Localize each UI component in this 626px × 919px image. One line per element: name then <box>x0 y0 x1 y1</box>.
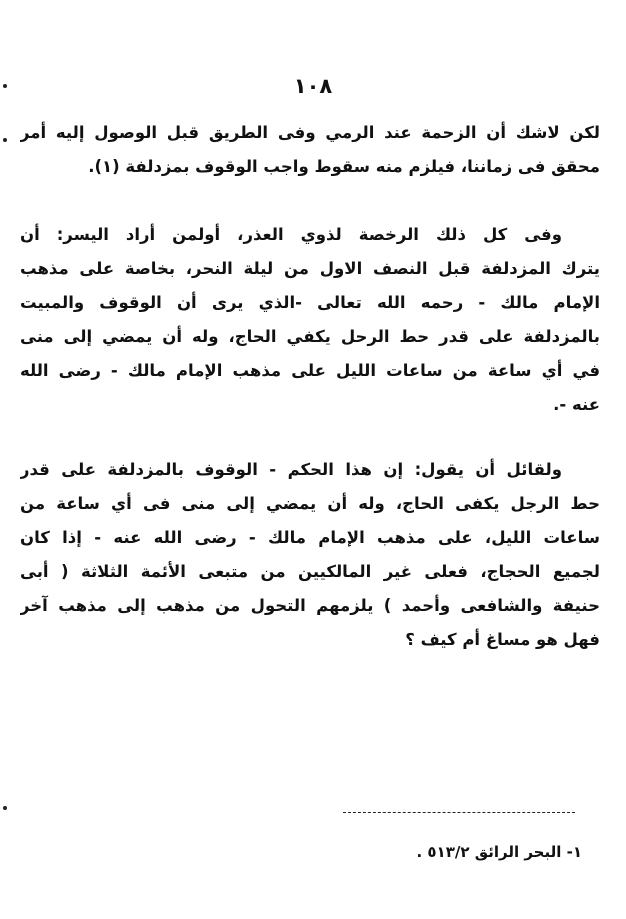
text-line: وفى كل ذلك الرخصة لذوي العذر، أولمن أراد اليسر: أن <box>20 225 562 244</box>
margin-mark <box>3 138 7 142</box>
text-line: في أي ساعة من ساعات الليل على مذهب الإمام مالك - رضى الله <box>20 361 600 380</box>
text-line: حنيفة والشافعى وأحمد ) يلزمهم التحول من مذهب إلى مذهب آخر <box>20 596 600 615</box>
text-line: لجميع الحجاج، فعلى غير المالكيين من متبعى الأئمة الثلاثة ( أبى <box>20 562 600 581</box>
paragraph-1 <box>20 116 600 184</box>
paragraph-2 <box>20 218 600 422</box>
text-line: فهل هو مساغ أم كيف ؟ <box>405 630 600 649</box>
text-line: يترك المزدلفة قبل النصف الاول من ليلة النحر، بخاصة على مذهب <box>20 259 600 278</box>
text-line: بالمزدلفة على قدر حط الرحل يكفي الحاج، وله أن يمضي إلى منى <box>20 327 600 346</box>
footnote-separator <box>343 812 575 813</box>
text-line: ولقائل أن يقول: إن هذا الحكم - الوقوف بالمزدلفة على قدر <box>20 460 562 479</box>
text-line: حط الرجل يكفى الحاج، وله أن يمضي إلى منى فى أي ساعة من <box>20 494 600 513</box>
text-line: ساعات الليل، على مذهب الإمام مالك - رضى الله عنه - إذا كان <box>20 528 600 547</box>
margin-mark <box>3 806 7 810</box>
paragraph-3 <box>20 453 600 657</box>
page-number: ١٠٨ <box>293 74 333 98</box>
text-line: عنه -. <box>553 395 600 414</box>
text-line: محقق فى زماننا، فيلزم منه سقوط واجب الوقوف بمزدلفة (١). <box>88 157 600 176</box>
footnote: ١- البحر الرائق ٥١٣/٢ . <box>416 843 582 861</box>
text-line: الإمام مالك - رحمه الله تعالى -الذي يرى أن الوقوف والمبيت <box>20 293 600 312</box>
text-line: لكن لاشك أن الزحمة عند الرمي وفى الطريق قبل الوصول إليه أمر <box>20 123 600 142</box>
